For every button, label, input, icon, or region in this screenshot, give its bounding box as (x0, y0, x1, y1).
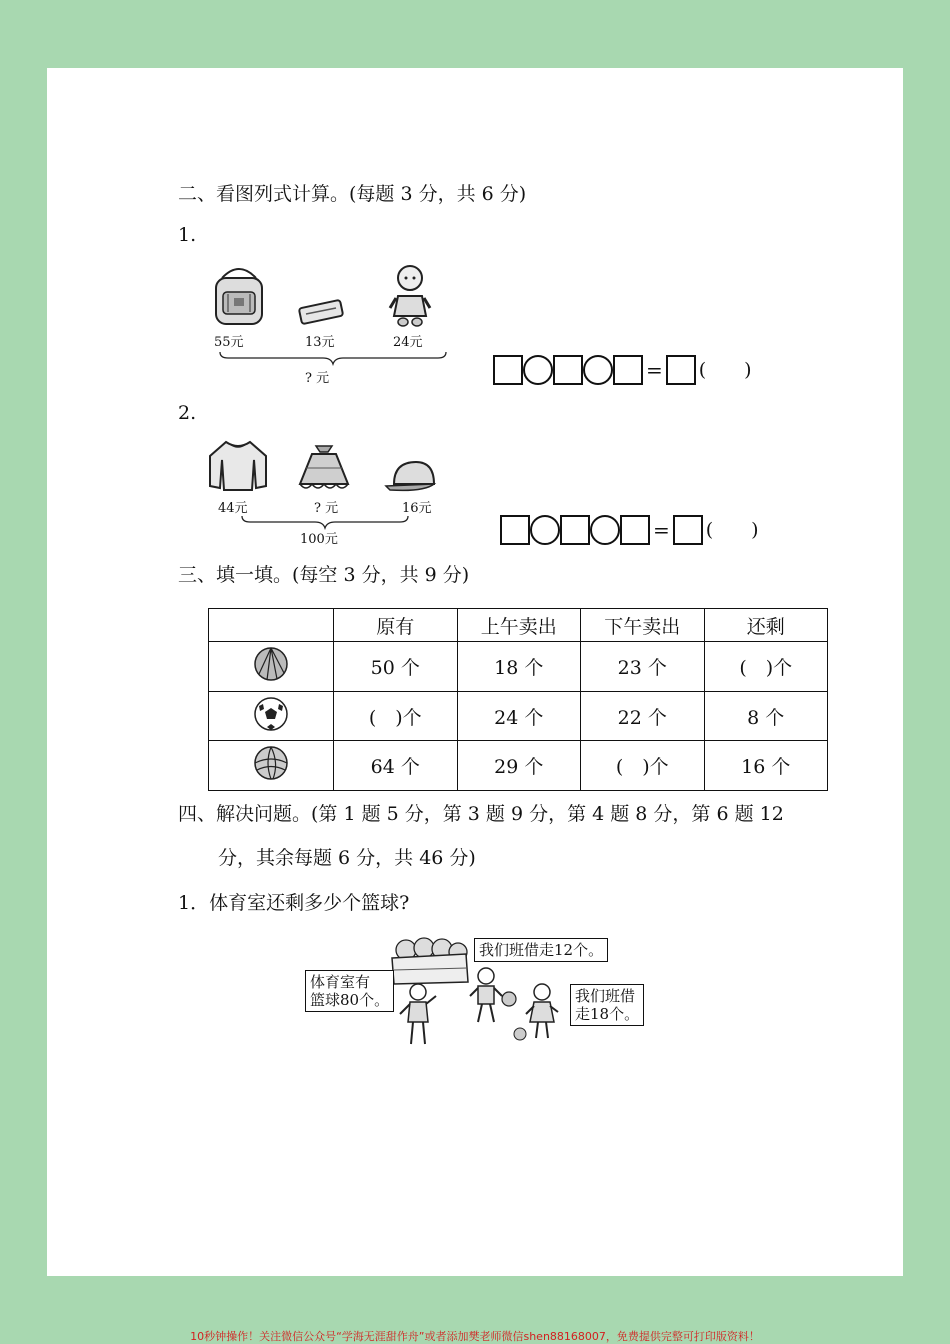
table-row (209, 642, 828, 692)
table-icon-cell (209, 642, 334, 692)
section4-heading-line2: 分，其余每题 6 分，共 46 分) (218, 847, 476, 869)
q1-price-3: 24元 (393, 335, 423, 350)
answer-box[interactable] (500, 515, 530, 545)
table-header-cell: 下午卖出 (581, 609, 705, 642)
result-box[interactable] (666, 355, 696, 385)
q2-number: 2. (178, 402, 197, 424)
section4-heading-line1: 四、解决问题。(第 1 题 5 分，第 3 题 9 分，第 4 题 8 分，第 6 题 12 (178, 803, 784, 825)
equals-sign: = (646, 358, 663, 382)
speech-line: 篮球80个。 (310, 991, 390, 1009)
answer-box[interactable] (620, 515, 650, 545)
table-header-row (209, 609, 828, 642)
operator-circle[interactable] (583, 355, 613, 385)
table-header-cell: 还剩 (704, 609, 828, 642)
soccer-ball-icon (253, 696, 289, 732)
table-icon-cell (209, 691, 334, 741)
q1-number: 1. (178, 224, 197, 246)
girl-figure-icon (512, 982, 562, 1042)
q1-price-2: 13元 (305, 335, 335, 350)
table-header-cell: 上午卖出 (457, 609, 581, 642)
table-header-cell: 原有 (334, 609, 458, 642)
q2-total: 100元 (300, 532, 338, 547)
operator-circle[interactable] (523, 355, 553, 385)
table-answer-cell[interactable]: ( )个 (581, 741, 705, 791)
table-row (209, 741, 828, 791)
table-answer-cell[interactable]: ( )个 (704, 642, 828, 692)
unit-paren[interactable]: ( ) (698, 359, 752, 381)
skirt-icon (294, 438, 354, 496)
table-cell: 16 个 (704, 741, 828, 791)
table-cell: 8 个 (704, 691, 828, 741)
table-header-cell (209, 609, 334, 642)
q2-price-3: 16元 (402, 501, 432, 516)
q2-price-1: 44元 (218, 501, 248, 516)
equals-sign: = (653, 518, 670, 542)
table-cell: 50 个 (334, 642, 458, 692)
table-row (209, 691, 828, 741)
fill-table (208, 608, 828, 791)
volleyball-icon (253, 646, 289, 682)
section3-heading: 三、填一填。(每空 3 分，共 9 分) (178, 564, 470, 586)
q2-price-2: ? 元 (314, 501, 339, 516)
operator-circle[interactable] (530, 515, 560, 545)
table-cell: 29 个 (457, 741, 581, 791)
operator-circle[interactable] (590, 515, 620, 545)
speech-bubble-right (570, 984, 644, 1026)
result-box[interactable] (673, 515, 703, 545)
table-icon-cell (209, 741, 334, 791)
speech-bubble-top (474, 938, 608, 962)
speech-line: 体育室有 (310, 973, 371, 991)
cap-icon (384, 456, 440, 494)
answer-box[interactable] (493, 355, 523, 385)
table-cell: 22 个 (581, 691, 705, 741)
q1-price-1: 55元 (214, 335, 244, 350)
q1-equation (493, 355, 752, 385)
answer-box[interactable] (553, 355, 583, 385)
speech-line: 走18个。 (575, 1005, 640, 1023)
table-cell: 18 个 (457, 642, 581, 692)
q2-total-brace (240, 514, 410, 530)
basketball-icon (500, 990, 518, 1008)
answer-box[interactable] (613, 355, 643, 385)
doll-icon (388, 262, 432, 330)
speech-line: 我们班借 (575, 987, 636, 1005)
table-cell: 64 个 (334, 741, 458, 791)
problem1-text: 1．体育室还剩多少个篮球? (178, 892, 410, 914)
boy-figure-icon (398, 982, 440, 1050)
table-cell: 23 个 (581, 642, 705, 692)
basketball-crate-icon (390, 936, 470, 986)
q1-total: ? 元 (305, 371, 330, 386)
pencil-case-icon (296, 298, 346, 326)
table-cell: 24 个 (457, 691, 581, 741)
footer-promo: 10秒钟操作！关注微信公众号“学海无涯甜作舟”或者添加樊老师微信shen88168007，免费提供完整可打印版资料！ (190, 1330, 760, 1343)
unit-paren[interactable]: ( ) (705, 519, 759, 541)
table-answer-cell[interactable]: ( )个 (334, 691, 458, 741)
speech-line: 我们班借走12个。 (479, 941, 604, 959)
q2-equation (500, 515, 759, 545)
section2-heading: 二、看图列式计算。(每题 3 分，共 6 分) (178, 183, 527, 205)
backpack-icon (208, 262, 270, 330)
beach-ball-icon (253, 745, 289, 781)
sweater-icon (206, 438, 270, 494)
q1-total-brace (218, 350, 448, 366)
speech-bubble-left (305, 970, 394, 1012)
answer-box[interactable] (560, 515, 590, 545)
